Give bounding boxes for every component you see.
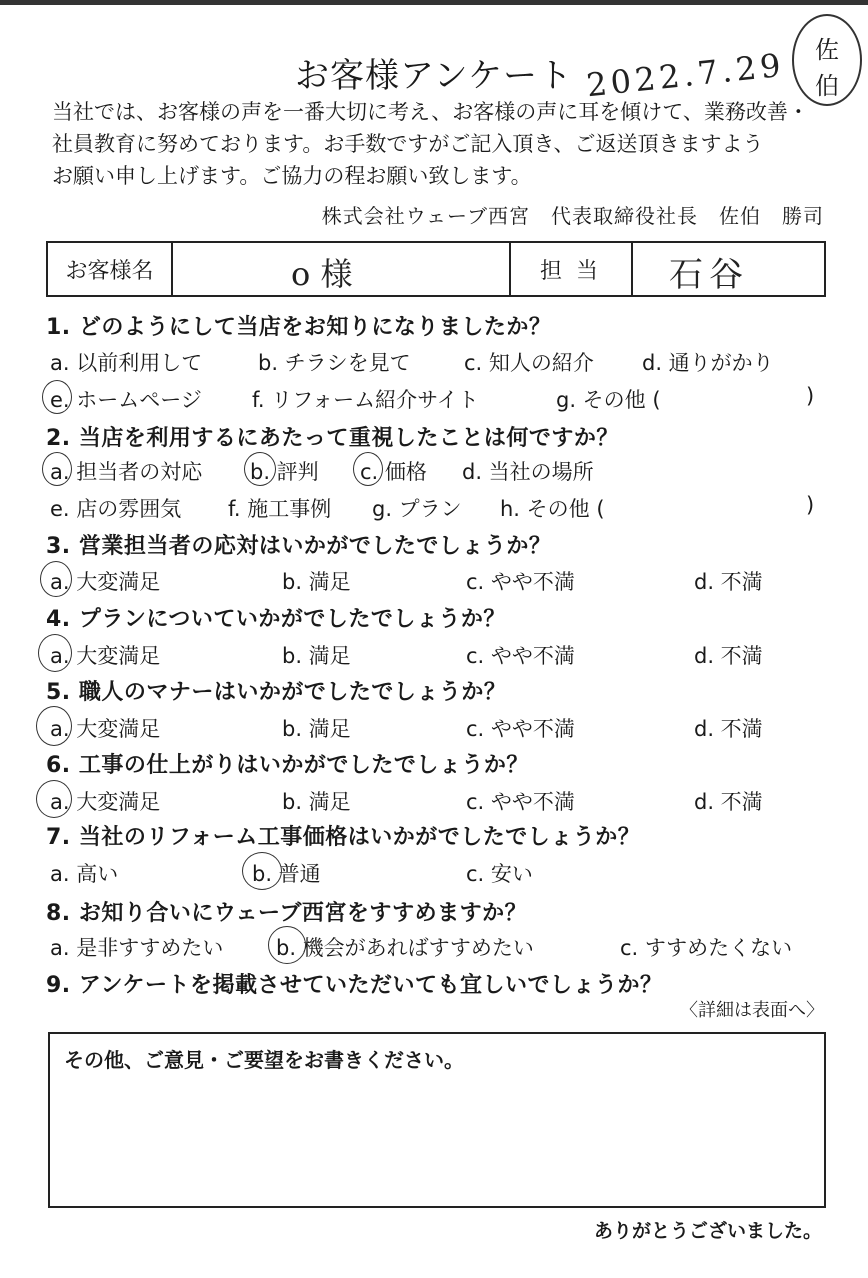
- q2-option-e: e. 店の雰囲気: [50, 497, 182, 521]
- q8-option-a: a. 是非すすめたい: [50, 936, 224, 960]
- q2-option-h: h. その他 (: [500, 497, 605, 521]
- q2-option-f: f. 施工事例: [228, 497, 332, 521]
- q6-option-c: c. やや不満: [466, 790, 575, 814]
- intro-line-2: 社員教育に努めております。お手数ですがご記入頂き、ご返送頂きますよう: [52, 132, 764, 156]
- question-6: 6. 工事の仕上がりはいかがでしたでしょうか？: [46, 753, 529, 778]
- customer-name-label: お客様名: [48, 243, 173, 295]
- q2-option-g: g. プラン: [372, 497, 462, 521]
- q2-option-d: d. 当社の場所: [462, 460, 594, 484]
- answer-circle-q2-b: [244, 452, 276, 486]
- question-8: 8. お知り合いにウェーブ西宮をすすめますか？: [46, 901, 528, 926]
- handwritten-date: 2022.7.29: [584, 45, 787, 105]
- q7-option-b: b. 普通: [252, 862, 321, 886]
- q1-option-e: e. ホームページ: [50, 388, 202, 412]
- comment-label: その他、ご意見・ご要望をお書きください。: [64, 1048, 464, 1072]
- q8-option-c: c. すすめたくない: [620, 936, 793, 960]
- company-signature: 株式会社ウェーブ西宮 代表取締役社長 佐伯 勝司: [321, 204, 824, 228]
- q3-option-c: c. やや不満: [466, 570, 575, 594]
- customer-name-field: [173, 243, 511, 295]
- q1-option-g-close: ): [806, 384, 815, 408]
- answer-circle-q2-a: [42, 452, 72, 486]
- q6-option-a: a. 大変満足: [50, 790, 161, 814]
- seal-stamp: 佐 伯: [792, 14, 862, 106]
- question-3: 3. 営業担当者の応対はいかがでしたでしょうか？: [46, 534, 552, 559]
- question-1: 1. どのようにして当店をお知りになりましたか？: [46, 315, 552, 340]
- q3-option-a: a. 大変満足: [50, 570, 161, 594]
- q6-option-d: d. 不満: [694, 790, 763, 814]
- q8-option-b: b. 機会があればすすめたい: [276, 936, 534, 960]
- q1-option-g: g. その他 (: [556, 388, 661, 412]
- answer-circle-q8: [268, 926, 306, 964]
- q5-option-c: c. やや不満: [466, 717, 575, 741]
- answer-circle-q3: [40, 561, 72, 597]
- q2-option-h-close: ): [806, 493, 815, 517]
- staff-value: 石谷: [669, 255, 749, 295]
- answer-circle-q2-c: [353, 452, 383, 486]
- answer-circle-q4: [38, 634, 72, 672]
- thanks-text: ありがとうございました。: [593, 1220, 822, 1242]
- q2-option-c: c. 価格: [360, 460, 427, 484]
- q5-option-b: b. 満足: [282, 717, 351, 741]
- q4-option-c: c. やや不満: [466, 644, 575, 668]
- q3-option-d: d. 不満: [694, 570, 763, 594]
- intro-line-1: 当社では、お客様の声を一番大切に考え、お客様の声に耳を傾けて、業務改善・: [52, 100, 809, 124]
- question-9: 9. アンケートを掲載させていただいても宜しいでしょうか？: [46, 973, 663, 998]
- answer-circle-q6: [36, 780, 72, 818]
- customer-name-value: o 様: [291, 255, 353, 293]
- q1-option-c: c. 知人の紹介: [464, 351, 594, 375]
- q3-option-b: b. 満足: [282, 570, 351, 594]
- page-title: お客様アンケート: [295, 56, 573, 96]
- detail-note: 〈詳細は表面へ〉: [680, 1000, 824, 1021]
- q6-option-b: b. 満足: [282, 790, 351, 814]
- q5-option-a: a. 大変満足: [50, 717, 161, 741]
- q2-option-b: b. 評判: [250, 460, 319, 484]
- staff-label: 担当: [511, 243, 633, 295]
- customer-info-table: [46, 241, 826, 297]
- q1-option-b: b. チラシを見て: [258, 351, 411, 375]
- q4-option-a: a. 大変満足: [50, 644, 161, 668]
- q4-option-b: b. 満足: [282, 644, 351, 668]
- q7-option-a: a. 高い: [50, 862, 119, 886]
- intro-line-3: お願い申し上げます。ご協力の程お願い致します。: [52, 164, 532, 188]
- q7-option-c: c. 安い: [466, 862, 533, 886]
- q5-option-d: d. 不満: [694, 717, 763, 741]
- q2-option-a: a. 担当者の対応: [50, 460, 203, 484]
- answer-circle-q5: [36, 706, 72, 746]
- question-5: 5. 職人のマナーはいかがでしたでしょうか？: [46, 680, 507, 705]
- q4-option-d: d. 不満: [694, 644, 763, 668]
- question-7: 7. 当社のリフォーム工事価格はいかがでしたでしょうか？: [46, 825, 641, 850]
- q1-option-a: a. 以前利用して: [50, 351, 203, 375]
- answer-circle-q7: [242, 852, 282, 890]
- top-border: [0, 0, 868, 5]
- q1-option-d: d. 通りがかり: [642, 351, 774, 375]
- staff-field: [633, 243, 824, 295]
- question-4: 4. プランについていかがでしたでしょうか？: [46, 607, 506, 632]
- comment-box[interactable]: [48, 1032, 826, 1208]
- question-2: 2. 当店を利用するにあたって重視したことは何ですか？: [46, 426, 619, 451]
- answer-circle-q1: [42, 380, 72, 414]
- q1-option-f: f. リフォーム紹介サイト: [252, 388, 479, 412]
